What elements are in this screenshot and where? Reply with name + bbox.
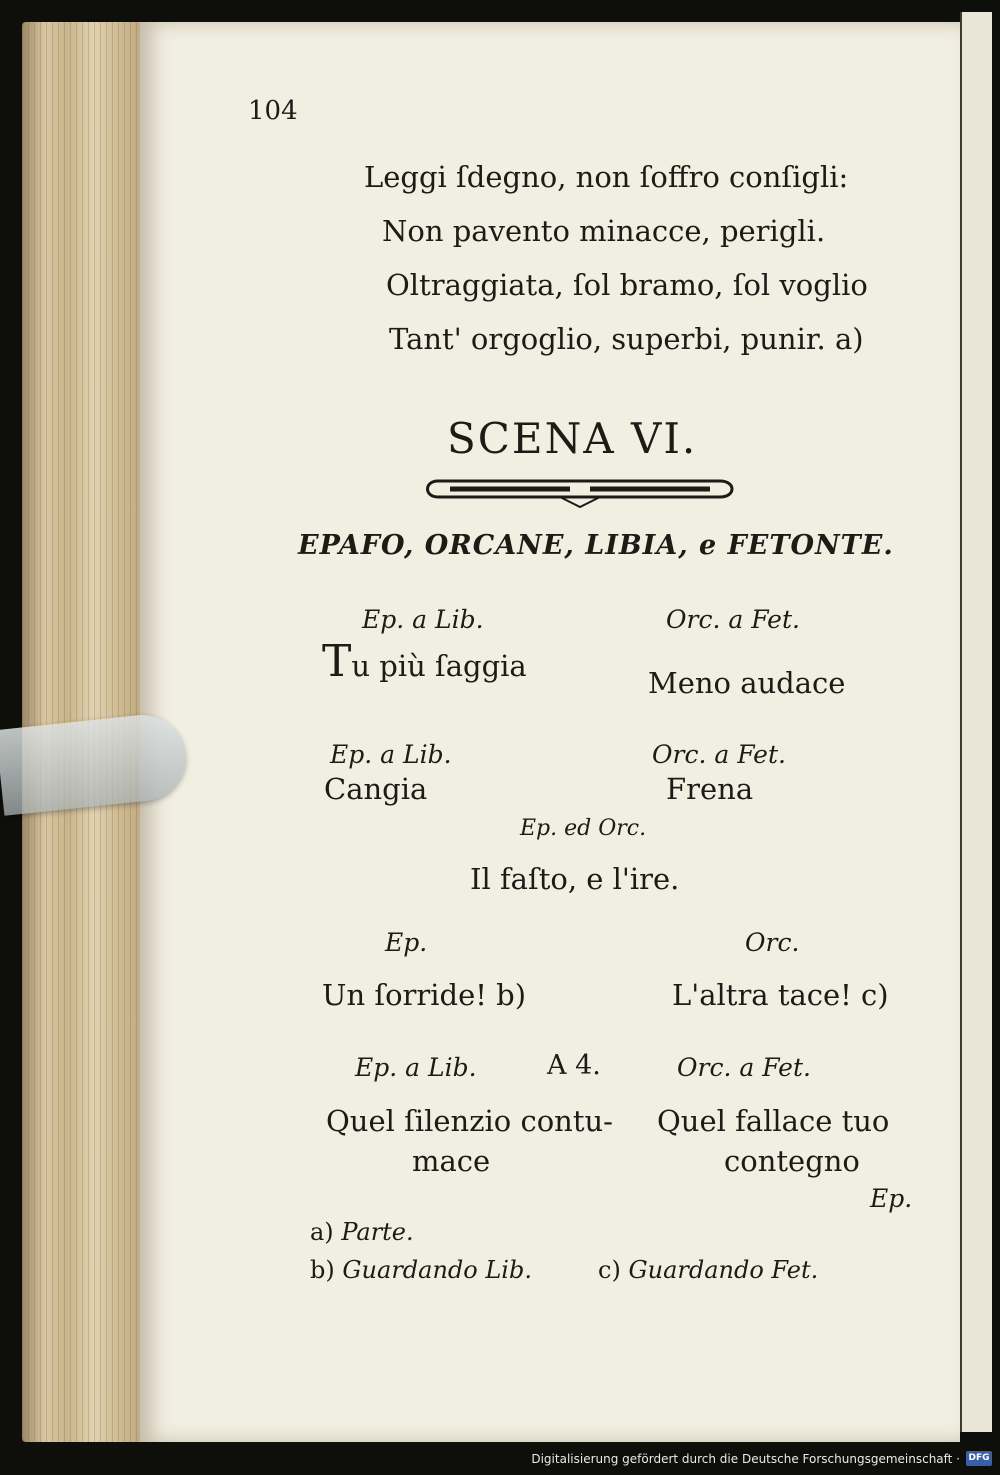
line-epafo-4b: mace xyxy=(412,1144,491,1178)
cue-orcane-to-fetonte-2: Orc. a Fet. xyxy=(652,740,786,769)
cue-orcane-to-fetonte: Orc. a Fet. xyxy=(666,605,800,634)
facing-page-edge xyxy=(960,12,992,1432)
catchword: Ep. xyxy=(870,1184,913,1213)
line-epafo-2: Cangia xyxy=(324,772,428,806)
verse-line-2: Non pavento minacce, perigli. xyxy=(382,214,826,248)
footnote-b-text: Guardando Lib. xyxy=(342,1256,532,1284)
cue-epafo-to-libia-2: Ep. a Lib. xyxy=(330,740,452,769)
ornament-rule-icon xyxy=(420,467,740,509)
line-orcane-4b: contegno xyxy=(724,1144,860,1178)
page-number: 104 xyxy=(248,96,298,126)
line-epafo-1 xyxy=(322,636,527,687)
line-together: Il faſto, e l'ire. xyxy=(470,862,680,896)
line-orcane-1: Meno audace xyxy=(648,666,846,700)
cue-quartet: A 4. xyxy=(547,1050,601,1081)
cue-epafo-and-orcane: Ep. ed Orc. xyxy=(520,816,647,841)
line-orcane-3: L'altra tace! c) xyxy=(672,978,889,1012)
cue-orcane: Orc. xyxy=(745,928,800,957)
cue-epafo: Ep. xyxy=(385,928,428,957)
dfg-logo-icon: DFG xyxy=(966,1451,992,1466)
cue-epafo-to-libia: Ep. a Lib. xyxy=(362,605,484,634)
line-epafo-4a: Quel ſilenzio contu- xyxy=(326,1104,613,1138)
footnote-a-mark: a) xyxy=(310,1218,334,1246)
character-list: EPAFO, ORCANE, LIBIA, e FETONTE. xyxy=(298,530,894,561)
line-orcane-4a: Quel fallace tuo xyxy=(657,1104,890,1138)
drop-cap: T xyxy=(322,636,352,687)
footnote-b-mark: b) xyxy=(310,1256,335,1284)
footnote-c-text: Guardando Fet. xyxy=(628,1256,819,1284)
footer-credit: Digitalisierung gefördert durch die Deutsche Forschungsgemeinschaft · xyxy=(531,1452,960,1466)
line-epafo-1-text: u più ſaggia xyxy=(351,649,527,683)
line-orcane-2: Frena xyxy=(666,772,754,806)
verse-line-3: Oltraggiata, ſol bramo, ſol voglio xyxy=(386,268,868,302)
footnote-b xyxy=(310,1256,532,1284)
verse-line-1: Leggi ſdegno, non ſoffro conſigli: xyxy=(364,160,849,194)
cue-epafo-to-libia-3: Ep. a Lib. xyxy=(355,1053,477,1082)
footnote-a xyxy=(310,1218,414,1246)
footnote-a-text: Parte. xyxy=(341,1218,414,1246)
verse-line-4: Tant' orgoglio, superbi, punir. a) xyxy=(389,322,864,356)
cue-orcane-to-fetonte-3: Orc. a Fet. xyxy=(677,1053,811,1082)
footnote-c-mark: c) xyxy=(598,1256,621,1284)
line-epafo-3: Un ſorride! b) xyxy=(322,978,527,1012)
scene-title: SCENA VI. xyxy=(447,414,698,463)
footnote-c xyxy=(598,1256,818,1284)
